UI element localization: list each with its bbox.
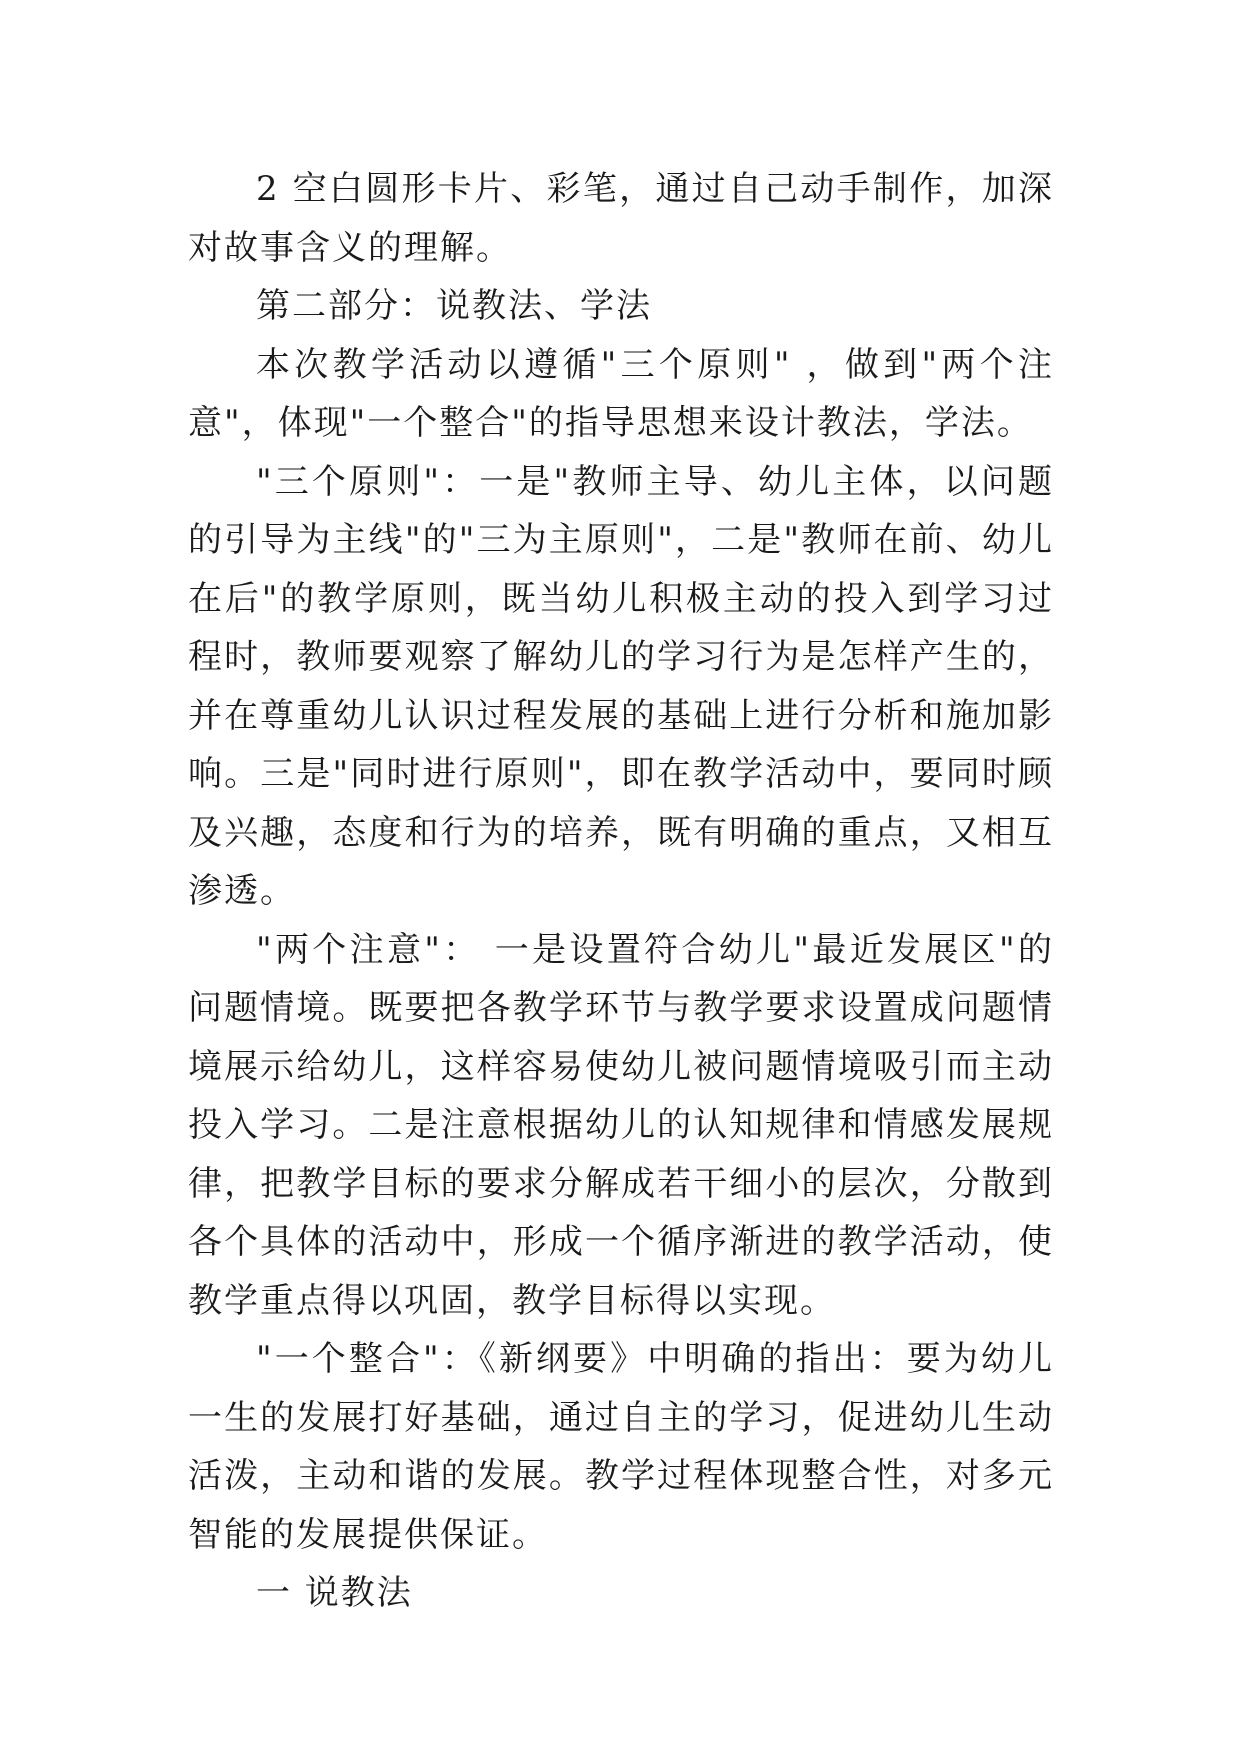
paragraph-three-principles: "三个原则"：一是"教师主导、幼儿主体，以问题的引导为主线"的"三为主原则"，二是"教师在前、幼儿在后"的教学原则，既当幼儿积极主动的投入到学习过程时，教师要观察了解幼儿的学习行为是怎样产生的，并在尊重幼儿认识过程发展的基础上进行分析和施加影响。三是"同时进行原则"，即在教学活动中，要同时顾及兴趣，态度和行为的培养，既有明确的重点，又相互渗透。 — [188, 461, 1054, 911]
paragraph-two-notes: "两个注意"： 一是设置符合幼儿"最近发展区"的问题情境。既要把各教学环节与教学要求设置成问题情境展示给幼儿，这样容易使幼儿被问题情境吸引而主动投入学习。二是注意根据幼儿的认知规律和情感发展规律，把教学目标的要求分解成若干细小的层次，分散到各个具体的活动中，形成一个循序渐进的教学活动，使教学重点得以巩固，教学目标得以实现。 — [188, 929, 1054, 1321]
paragraph-overview: 本次教学活动以遵循"三个原则" ，做到"两个注意"，体现"一个整合"的指导思想来设计教法，学法。 — [188, 344, 1054, 443]
section-heading-part-two: 第二部分：说教法、学法 — [256, 286, 652, 326]
paragraph-materials: 2 空白圆形卡片、彩笔，通过自己动手制作，加深对故事含义的理解。 — [188, 169, 1054, 268]
subheading-teaching-method: 一 说教法 — [256, 1573, 413, 1613]
paragraph-one-integration: "一个整合"：《新纲要》中明确的指出：要为幼儿一生的发展打好基础，通过自主的学习，促进幼儿生动活泼，主动和谐的发展。教学过程体现整合性，对多元智能的发展提供保证。 — [188, 1339, 1054, 1555]
document-body — [188, 160, 1054, 1623]
